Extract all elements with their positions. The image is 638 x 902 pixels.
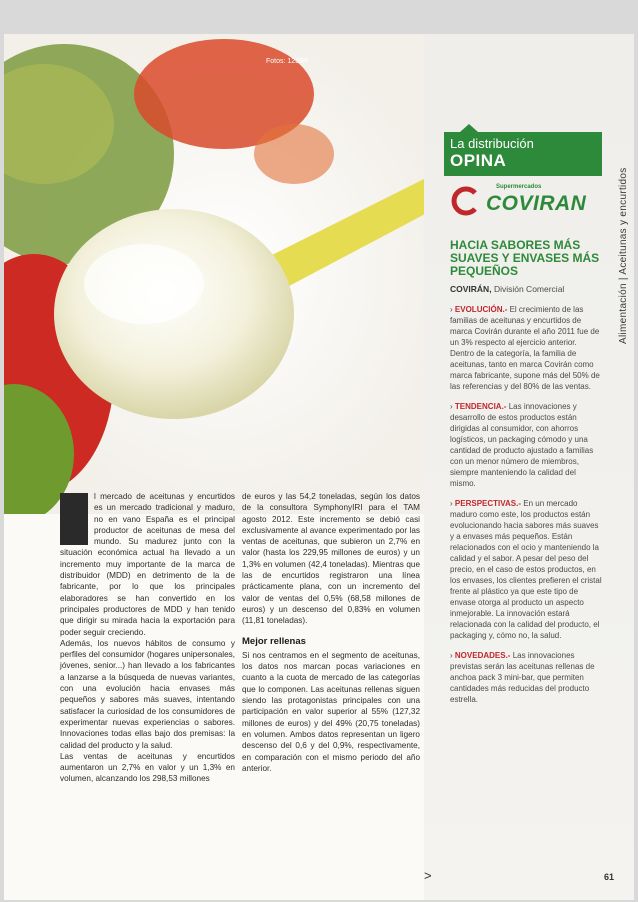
logo-tagline: Supermercados (496, 184, 542, 190)
evolucion-paragraph (450, 304, 602, 392)
article-column-middle (242, 491, 420, 774)
opinion-byline (450, 284, 602, 294)
tendencia-text: Las innovaciones y desarrollo de estos productos están dirigidas al consumidor, con ahorros logísticos, un packaging cómodo y una cantidad de producto ajustado a familias con un menor número de miembros, siempre manteniendo la calidad del mismo. (450, 402, 594, 488)
section-subheading: Mejor rellenas (242, 635, 306, 647)
chevron-right-icon: › (450, 651, 453, 660)
drop-cap-block (60, 493, 88, 545)
chevron-right-icon: › (450, 402, 453, 411)
continue-arrow-icon: > (424, 868, 432, 883)
byline-company: COVIRÁN, (450, 284, 492, 294)
chevron-right-icon: › (450, 305, 453, 314)
page-number: 61 (604, 872, 615, 882)
evolucion-text: El crecimiento de las familias de aceitunas y encurtidos de marca Covirán durante el año 2011 fue de un 3% respecto al ejercicio anterior. Dentro de la categoría, la familia de aceitunas, tanto en marca Covirán como marca fabricante, supone más del 50% de las referencias y del 80% de las ventas. (450, 305, 600, 391)
novedades-paragraph (450, 650, 602, 705)
coviran-logo-mark-icon (450, 186, 480, 216)
opina-title: OPINA (450, 151, 507, 170)
section-tag-text: Alimentación | Aceitunas y encurtidos (618, 167, 629, 344)
novedades-text: Las innovaciones previstas serán las aceitunas rellenas de anchoa pack 3 mini-bar, que permiten cantidades más reducidas del producto estrella. (450, 651, 595, 704)
article-column-left (60, 491, 235, 785)
photo-credit: Fotos: 123RF (266, 58, 309, 65)
body-paragraph: de euros y las 54,2 toneladas, según los datos de la consultora SymphonyIRI para el TAM agosto 2012. Este incremento se debió casi exclusivamente al avance experimentado por las ventas de aceitunas, que subieron un 2,7% en valor (hasta los 229,95 millones de euros) y un 1,3% en volumen (42,4 toneladas). Mientras que las de encurtidos registraron una línea prácticamente plana, con un incremento del valor de ventas del 0,5% (68,58 millones de euros) y un descenso del 0,83% en volumen (11,81 toneladas). (242, 492, 420, 626)
magazine-page (4, 34, 634, 900)
byline-role: División Comercial (493, 284, 565, 294)
perspectivas-text: En un mercado maduro como este, los productos están evolucionando hacia sabores más suaves y a envases más pequeños. Están relacionados con el ocio y manteniendo la calidad y el sabor. A pesar del peso del precio, en el caso de estos productos, en los envases, los clientes prefieren el cristal frente al plástico ya que este tipo de envase otorga al producto un aspecto inmejorable. La innovación estará relacionada con la calidad del producto, el packaging y, cómo no, la salud. (450, 499, 602, 640)
opinion-column (444, 239, 602, 714)
tendencia-keyword: TENDENCIA.- (454, 402, 507, 411)
chevron-right-icon: › (450, 499, 453, 508)
evolucion-keyword: EVOLUCIÓN.- (454, 305, 508, 314)
body-paragraph: l mercado de aceitunas y encurtidos es un mercado tradicional y maduro, no en vano España es el principal productor de aceitunas de mesa del mundo. Su madurez junto con la situación económica actual ha llevado a un incremento muy importante de la marca de distribuidor (MDD) en detrimento de la de fabricante, por lo que los principales elaboradores se han convertido en los principales productores de MDD y han tenido que dirigir su mirada hacia la exportación para poder seguir creciendo. (60, 492, 235, 637)
opina-subtitle: La distribución (450, 136, 534, 151)
opina-banner (444, 132, 602, 176)
body-paragraph: Las ventas de aceitunas y encurtidos aumentaron un 2,7% en valor y un 1,3% en volumen, alcanzando los 298,53 millones (60, 751, 235, 784)
perspectivas-paragraph (450, 498, 602, 641)
opinion-headline: HACIA SABORES MÁS SUAVES Y ENVASES MÁS PEQUEÑOS (450, 238, 600, 278)
banner-notch (460, 124, 478, 132)
olive-skewer-illustration (4, 34, 444, 514)
tendencia-paragraph (450, 401, 602, 489)
body-paragraph: Si nos centramos en el segmento de aceitunas, los datos nos marcan pocas variaciones en cuanto a la cuota de mercado de las categorías que lo componen. Las aceitunas rellenas siguen siendo las protagonistas principales con una participación en valor superior al 55% (127,32 millones de euros) y del 49% (20,75 toneladas) en volumen. Ambos datos representan un ligero descenso del 0,6 y del 0,9%, respectivamente, en comparación con el mismo periodo del año anterior. (242, 650, 420, 773)
section-tag (614, 84, 634, 364)
coviran-logo (450, 184, 600, 226)
food-photo (4, 34, 444, 514)
perspectivas-keyword: PERSPECTIVAS.- (454, 499, 521, 508)
logo-wordmark: COVIRAN (486, 192, 587, 215)
novedades-keyword: NOVEDADES.- (454, 651, 511, 660)
body-paragraph: Además, los nuevos hábitos de consumo y perfiles del consumidor (hogares unipersonales, jóvenes, senior...) han llevado a los fabricantes a lanzarse a la búsqueda de nuevas variantes, con una evolución hacia envases más pequeños y sabores más suaves, intentando satisfacer la curiosidad de los consumidores de experimentar nuevas experiencias o sabores. Innovaciones todas ellas bajo dos premisas: la calidad del producto y la salud. (60, 638, 235, 750)
